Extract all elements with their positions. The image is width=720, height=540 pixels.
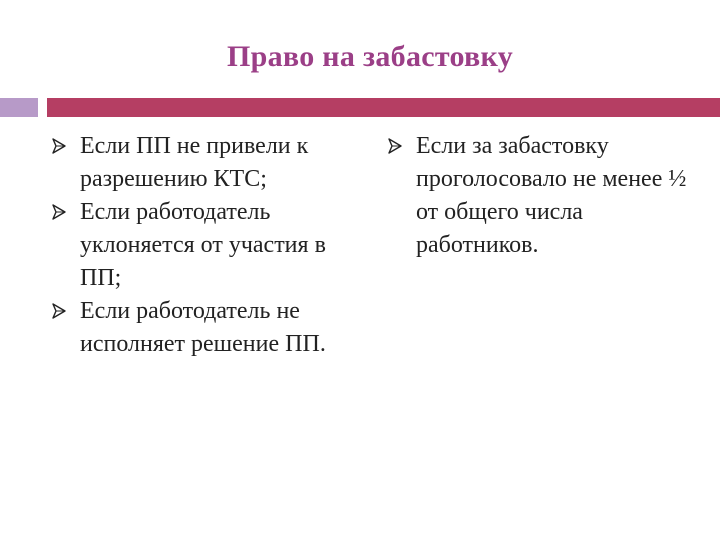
accent-bar-right	[47, 98, 720, 117]
slide-title: Право на забастовку	[226, 40, 514, 73]
arrowhead-bullet-icon	[52, 138, 66, 154]
arrowhead-bullet-icon	[388, 138, 402, 154]
left-bullet-list	[52, 130, 362, 361]
right-bullet-list	[388, 130, 688, 262]
arrowhead-bullet-icon	[52, 303, 66, 319]
accent-bar-left	[0, 98, 38, 117]
list-item-text: Если ПП не привели к разрешению КТС;	[80, 133, 309, 192]
list-item	[52, 130, 362, 196]
list-item	[52, 196, 362, 295]
list-item-text: Если работодатель уклоняется от участия в ПП;	[80, 199, 326, 291]
list-item	[52, 295, 362, 361]
list-item-text: Если за забастовку проголосовало не менее ½ от общего числа работников.	[416, 133, 687, 258]
list-item-text: Если работодатель не исполняет решение ПП.	[80, 298, 326, 357]
list-item	[388, 130, 688, 262]
arrowhead-bullet-icon	[52, 204, 66, 220]
